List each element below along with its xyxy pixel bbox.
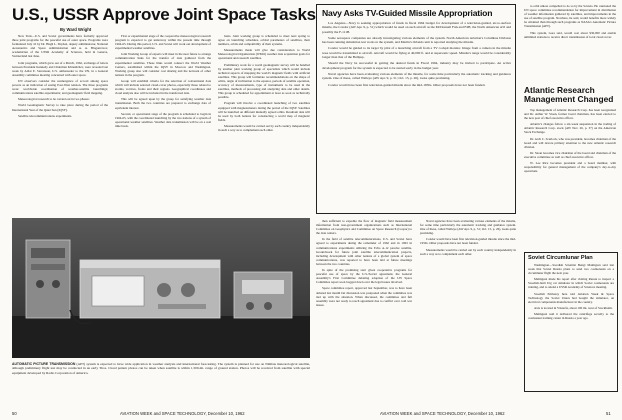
soviet-circumlunar-box [524, 252, 618, 392]
left-page-footer: AVIATION WEEK and SPACE TECHNOLOGY, December 10, 1962 [120, 411, 245, 416]
apt-photo-caption [12, 362, 310, 392]
left-article-col1 [12, 34, 108, 215]
left-article-headline: U.S., USSR Approve Joint Space Tasks [12, 5, 316, 24]
paragraph: Washington—Swedish Scientist Bengt Malmgren said last week that Soviet Russia plans to send two cosmonauts on a circumlunar flight the next year. [528, 263, 614, 276]
paragraph: Should the Navy be successful in getting the desired funds in Fiscal 1964, industry may be invited to participate. An active development program for the system is expected to be started early in the budget year. [322, 61, 511, 70]
right-page-footer: AVIATION WEEK and SPACE TECHNOLOGY, December 10, 1962 [380, 411, 505, 416]
paragraph: Group will establish criteria for the selection of conventional data which will include selected cloud-cover photos, especially those related to storms, vortices, fronts and their regions. Geographical coordinates and cloud analysis also will be included in the transferred data. [115, 78, 211, 96]
paragraph: Second, or operational stage of the program is scheduled to begin in 1964-65, with the coordinated launching by the two nations of a system of operational weather satellites. Weather data transmission will be on a real time basis. [115, 111, 211, 128]
mid-article-col2 [420, 219, 516, 391]
caption-lead: AUTOMATIC PICTURE TRANSMISSION [12, 362, 76, 366]
soviet-box-headline: Soviet Circumlunar Plan [528, 255, 593, 261]
paragraph: This will be agreed upon by the group for satisfying weather data transmission. Both the two countries are prepared to exchange data of equivalent interest. [115, 97, 211, 110]
paragraph: Swedish Embassy here told Aviation Week & Space Technology the Soviet Union had bought the simulator, an electrical components manufacturer in the country. [528, 291, 614, 304]
left-article-col3 [218, 34, 310, 215]
paragraph: Dr. Arch C. Scurlock, who was president, becomes chairman of the board and will devote primary attention to the new Atlantic research division. [524, 136, 616, 149]
right-col-top [524, 4, 616, 84]
paragraph: In spite of the promising start given cooperative programs for peaceful use of space by the U.S./Soviet agreement, the General Assembly's First Committee debating adoption of the UN Space Committee report soon bogged down over the legal issues involved. [316, 268, 412, 285]
paragraph: to orbit unless compelled to do so by the Soviets. He cautioned the UN space committee recommendation for improvement in distribution of weather information gathered by satellites, and improvements in the use of satellite program. Nowhere, he said, would benefits more widely be obtained than through such programs as NASA's Automatic Picture Transmission (APT). [524, 4, 616, 29]
apt-photo [12, 218, 310, 358]
paragraph: In the field of satellite telecommunications, U.S. and Soviet have agreed to experiments during the remainder of 1962 and in 1963 in communications experiments utilizing the Echo A-12 passive satellite. Groundwork for future joint satellite telecommunication projects, including development with other nations of a global system of space communications, was reported to have been laid at future meetings between the two countries. [316, 237, 412, 266]
paragraph: Condor would be guided to its target by pilot of a launching aircraft from a TV cockpit monitor. Image from a camera in the missile nose would be transmitted to aircraft. Aircraft would be flying at 40,000 ft. and at supersonic speed. Missile's range would be considerably longer than that of the Bullpup. [322, 46, 511, 60]
paragraph: Joint Working Group of experts will meet in the near future to arrange communication links for the transfer of data gathered from the experimental satellites. These links would connect the World Weather Centers, established within the IQSY in Moscow and Washington. Working group also will consider cost sharing and the network of other nations in the program. [115, 52, 211, 77]
paragraph: First or experimental stage of the cooperative meteorological research program is expected to get underway within the present time through 1964-65. During this period, U.S. and Soviet will work out development of experimental weather satellites. [115, 34, 211, 51]
paragraph: Space committee report, approved last September, was to have been debated last month but discussion was postponed when the committee was tied up with the situation. When discussed, the committee and full assembly were not ready to reach agreement due to conflict over cold war issues. [316, 286, 412, 307]
apt-equipment-illustration [12, 218, 310, 358]
paragraph: Axis is located in Västerås, about 100 mi. west of Stockholm. [534, 305, 613, 310]
paragraph: Condor would have been first television-guided missile since the mid-1950s. Other proposals have not been funded. [328, 82, 486, 87]
paragraph: Los Angeles—Navy is seeking appropriation of funds in fiscal 1964 budget for development of a television-guided, air-to-surface missile, the Condor (AW Apr. 9, p. 51) which would be used on such aircraft as the McDonnell F4A and F4H, the North American A5J and possibly the F-111B. [322, 21, 511, 34]
paragraph: Joint programs, which grew out of a March, 1962, exchange of letters between President Kennedy and Chairman Khrushchev, were revealed last week by Adlai E. Stevenson, U.S. ambassador to the UN, in a General Assembly committee meeting concerned with outer space. [12, 60, 108, 77]
paragraph: Measurements would be carried out by each country independently in such a way as to complement each other. [218, 123, 310, 132]
left-page-number: 50 [12, 411, 17, 416]
mid-col2-paragraph: Measurements would be carried out by each country independently in such a way as to complement each other. [420, 247, 516, 256]
paragraph: Atlantic's changes follow a six-week suspension in the trading of Atlantic Research Corp. stock (AW Nov. 26, p. 37) on the American Stock Exchange. [524, 122, 616, 135]
paragraph: Preliminary work for a world geomagnetic survey will be handled by another joint working group of specialists which would include technical aspects of mapping the world's magnetic fields with artificial satellites. This group will formulate recommendations on the shape of orbits, angle of inclination to the equator, periods of satellite operation, accuracy of measurements, type of instruments to be used in the satellites, methods of processing and analyzing data and other details. This group is scheduled for appointment at least as soon as technically possible. [218, 62, 310, 100]
paragraph: Malmgren said it delivered the centrifuge secretly to the cosmonaut training center in Russia a year ago. [528, 311, 614, 321]
paragraph: Some aerospace companies are already investigating various elements of the system. North American Aviation's Columbus Division has been running simulation test work on the system, and Martin's Orlando unit is reported studying the missile. [322, 35, 511, 45]
mid-col2-paragraph: Naval agencies have been evaluating various elements of the missile, for some time particularly the automatic tracking and guidance system. One of these, called Walleye (AW Apr. 9, p. 51; Oct. 15, p. 26), looks quite promising. [420, 219, 516, 236]
paragraph: New York—U.S. and Soviet governments have formally approved three joint programs for the peaceful use of outer space. Programs were formulated July 10 by Dr. Hugh L. Dryden, deputy administrator, National Aeronautics and Space Administration and A. A. Blagonravov, academician of the USSR Academy of Sciences, held in Geneva, Switzerland last June. [12, 34, 108, 59]
soviet-box-body [528, 263, 614, 389]
paragraph: W. Lee Rice becomes president and a board member, with responsibility for general management of the company's day-to-day operations. [524, 161, 616, 174]
paragraph: Dr. Sloan becomes vice chairman of the board and chairman of the executive committee as well as chief executive officer. [524, 150, 616, 159]
right-page-number: 51 [606, 411, 611, 416]
mid-article-col1 [316, 219, 412, 391]
paragraph: Naval agencies have been evaluating various elements of the missile, for some time particularly the automatic tracking and guidance system. One of these, called Walleye (AW Apr. 9, p. 51; Oct. 15, p. 26), looks quite promising. [322, 71, 511, 81]
navy-article-headline: Navy Asks TV-Guided Missile Appropriation [322, 8, 493, 18]
paragraph: Top management of Atlantic Research Corp. has been reorganized and Dr. Arthur W. Sloan, former board chairman, has been elected to the new post of chief executive officer. [524, 108, 616, 121]
navy-article-body [322, 21, 511, 211]
paragraph: Program will involve a coordinated launching of two satellites equipped with magnetometers during the period of the IQSY. Satellites will be launched on different mutually agreed orbits. Resultant data will be used by both nations for constructing a world map of magnetic fields. [218, 101, 310, 122]
mid-col2-paragraph: Condor would have been first television-guided missile since the mid-1950s. Other proposals have not been funded. [420, 237, 516, 246]
atlantic-body [524, 108, 616, 250]
left-article-byline: By Ward Wright [60, 27, 92, 32]
paragraph: UN observers consider the reemergence of accord among space powers as an indication of easing East-West tension. The three programs were: worldwide coordination of weather-satellite launchings; communications satellite experiments; and geomagnetic field mapping. [12, 78, 108, 96]
navy-article-box [316, 4, 516, 214]
paragraph: Satellite telecommunications experiments. [18, 113, 73, 118]
left-article-col2 [115, 34, 211, 215]
paragraph: World Geomagnetic Survey to take place during the period of the International Year of the Quiet Sun (IQSY). [12, 103, 108, 112]
atlantic-headline: Atlantic Research Management Changed [524, 85, 614, 105]
paragraph: then sufficient to expedite the flow of magnetic field measurement information from non-government organizations such as International Committee on Geophysics and Committee on Space Research (Cospar) to the data centers. [316, 219, 412, 236]
caption-text: (APT) system is expected to have wide application in weather analysis and international forecasting. The system is planned for use on Nimbus meteorological satellite, although preliminary flight test may be conducted in an early Tiros. Cloud pattern photos can be taken when satellite is within 1,500-mi. range of ground station. Photos will be received from satellite with special equipment developed by Radio Corporation of America. [12, 362, 310, 375]
paragraph: This system, Gore said, would cost about $30,000 and enable unlimited stations to receive direct transmission of local cloud cover. [524, 30, 616, 39]
paragraph: Malmgren made his report after visiting Russia to inspect a Swedish-built Utg car simulator in which Soviet cosmonauts are training, and to attend a USSR Academy of Sciences meeting. [528, 277, 614, 290]
paragraph: Measurements made will give due consideration to World Meteorological Organization (WMO) weather data acquisition goals for operational and research satellites. [218, 48, 310, 61]
paragraph: basis. Joint working group is scheduled to meet next spring to agree on launching schedules, orbital parameters of satellites, their numbers, orbits and compatibility of their systems. [218, 34, 310, 47]
paragraph: Meteorological research to be carried out in two phases: [18, 97, 90, 102]
